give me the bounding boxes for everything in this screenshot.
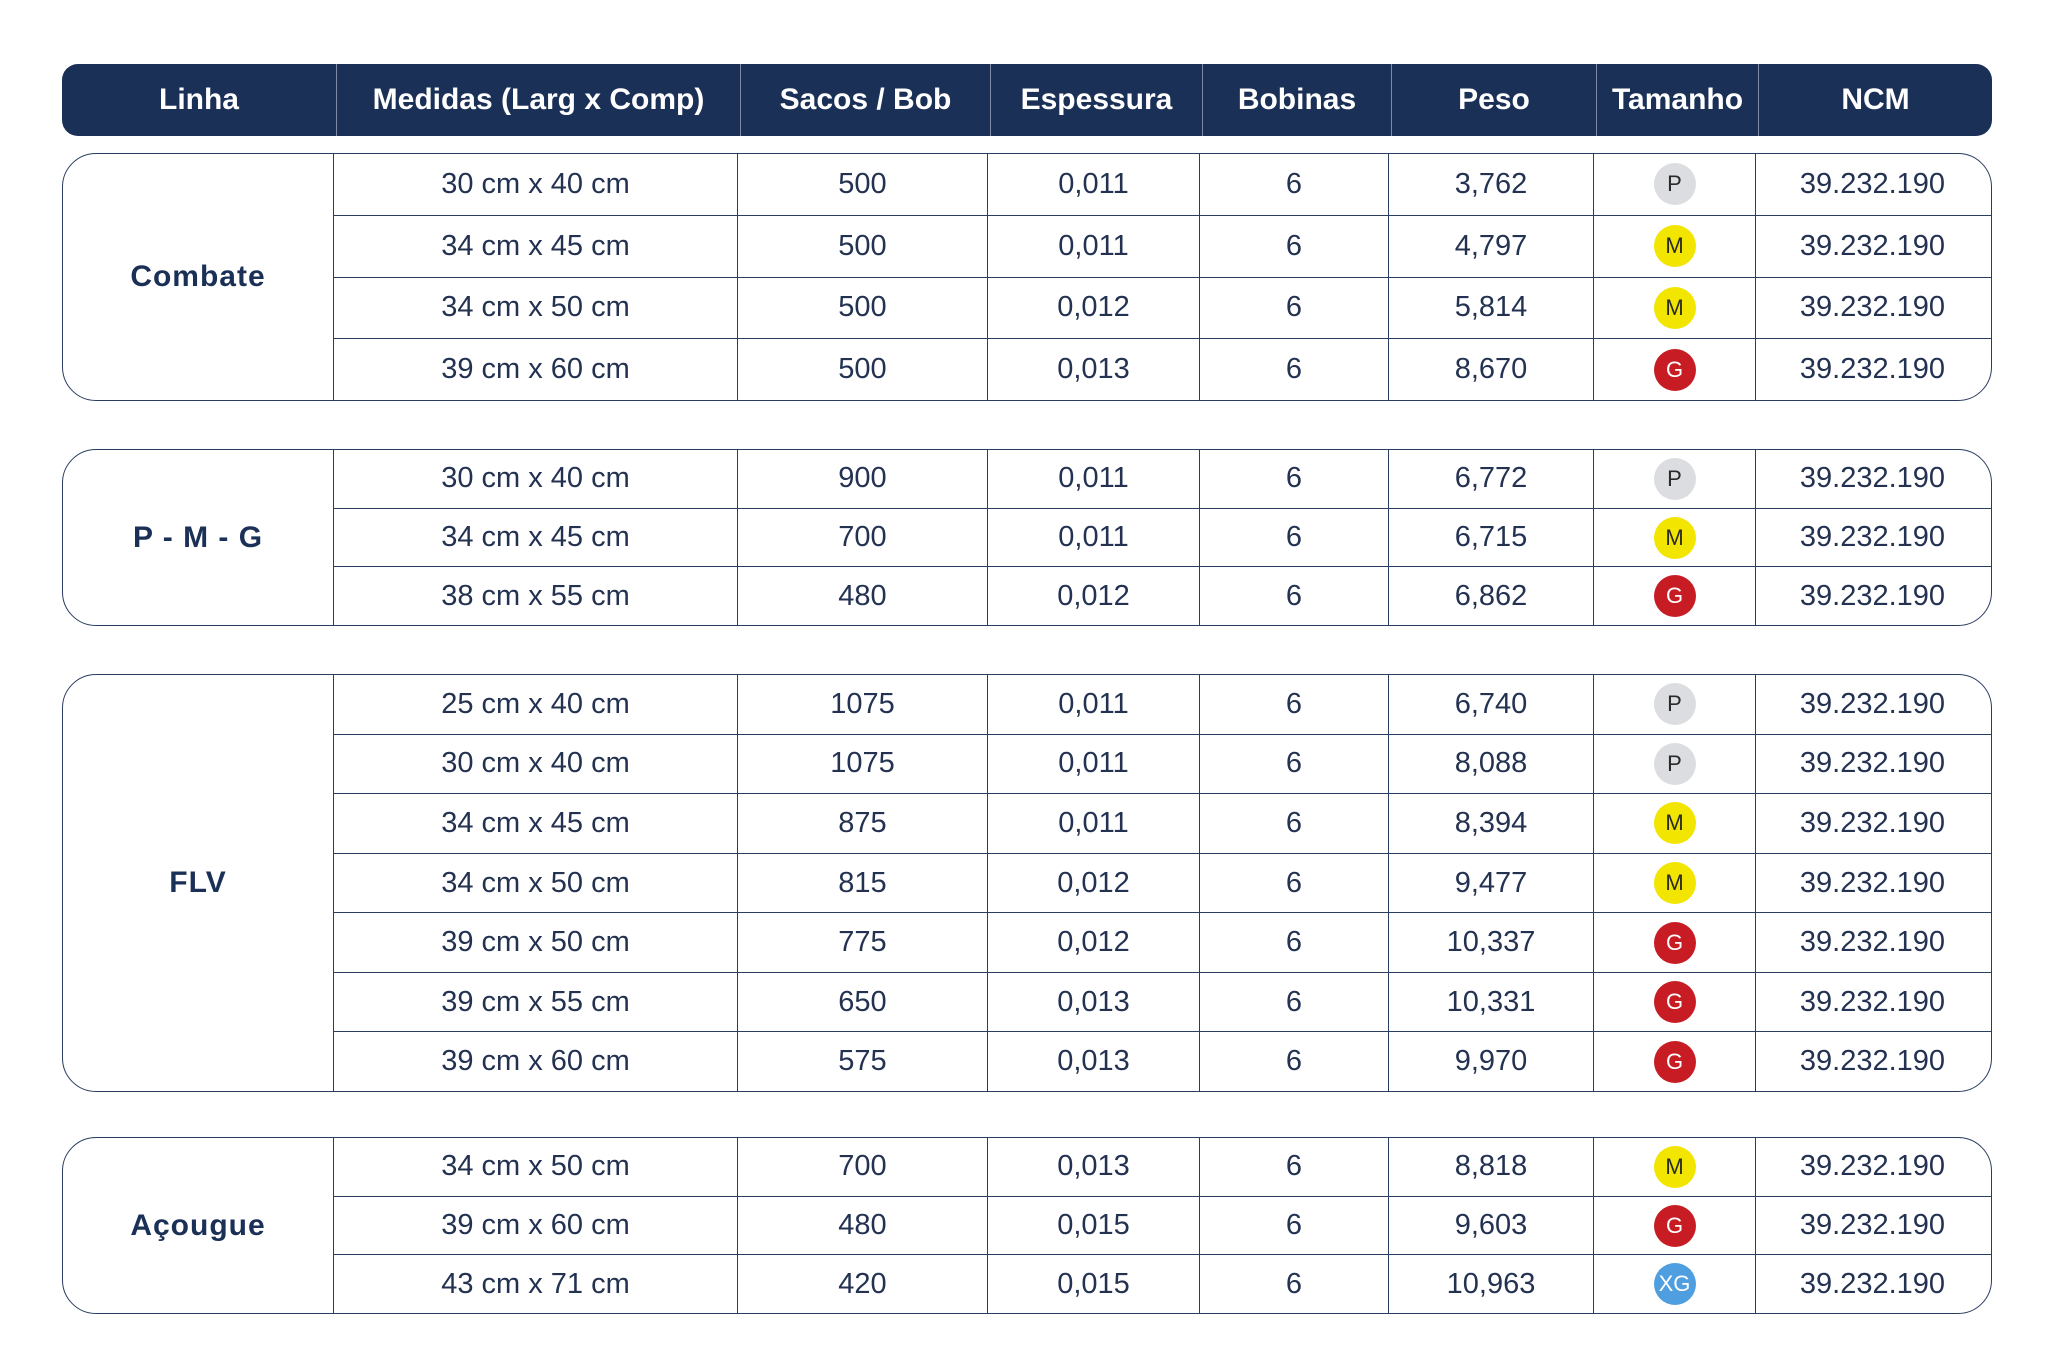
size-badge: G — [1654, 981, 1696, 1023]
tamanho-cell — [1594, 1197, 1756, 1255]
table-row — [334, 1197, 1991, 1256]
peso-cell: 6,772 — [1389, 450, 1594, 508]
tamanho-cell — [1594, 567, 1756, 625]
bobinas-cell: 6 — [1200, 509, 1389, 567]
header-espessura: Espessura — [991, 64, 1203, 136]
product-group — [62, 449, 1992, 626]
tamanho-cell — [1594, 735, 1756, 794]
size-badge: M — [1654, 862, 1696, 904]
peso-cell: 6,740 — [1389, 675, 1594, 734]
bobinas-cell: 6 — [1200, 1138, 1389, 1196]
ncm-cell: 39.232.190 — [1799, 579, 1946, 612]
bobinas-cell: 6 — [1200, 1032, 1389, 1091]
espessura-cell: 0,011 — [988, 509, 1200, 567]
espessura-cell: 0,015 — [988, 1197, 1200, 1255]
espessura-cell: 0,011 — [988, 154, 1200, 215]
bobinas-cell: 6 — [1200, 675, 1389, 734]
group-rows — [334, 675, 1991, 1091]
peso-cell: 10,331 — [1389, 973, 1594, 1032]
sacos-cell: 1075 — [738, 675, 988, 734]
tamanho-cell — [1594, 794, 1756, 853]
ncm-cell: 39.232.190 — [1799, 806, 1946, 839]
size-badge: G — [1654, 922, 1696, 964]
table-row — [334, 339, 1991, 400]
medidas-cell: 39 cm x 60 cm — [334, 339, 738, 400]
table-row — [334, 1138, 1991, 1197]
table-row — [334, 509, 1991, 568]
group-name: FLV — [63, 675, 334, 1091]
peso-cell: 8,088 — [1389, 735, 1594, 794]
espessura-cell: 0,011 — [988, 675, 1200, 734]
ncm-cell: 39.232.190 — [1799, 747, 1946, 780]
espessura-cell: 0,015 — [988, 1255, 1200, 1313]
espessura-cell: 0,012 — [988, 854, 1200, 913]
size-badge: M — [1654, 287, 1696, 329]
bobinas-cell: 6 — [1200, 973, 1389, 1032]
size-badge: M — [1654, 517, 1696, 559]
espessura-cell: 0,013 — [988, 1138, 1200, 1196]
header-linha: Linha — [62, 64, 337, 136]
table-row — [334, 278, 1991, 340]
medidas-cell: 34 cm x 45 cm — [334, 509, 738, 567]
bobinas-cell: 6 — [1200, 450, 1389, 508]
group-rows — [334, 154, 1991, 400]
tamanho-cell — [1594, 1255, 1756, 1313]
peso-cell: 9,970 — [1389, 1032, 1594, 1091]
sacos-cell: 650 — [738, 973, 988, 1032]
table-row — [334, 735, 1991, 795]
product-group — [62, 674, 1992, 1092]
peso-cell: 6,715 — [1389, 509, 1594, 567]
table-row — [334, 913, 1991, 973]
medidas-cell: 43 cm x 71 cm — [334, 1255, 738, 1313]
medidas-cell: 30 cm x 40 cm — [334, 154, 738, 215]
espessura-cell: 0,013 — [988, 1032, 1200, 1091]
table-row — [334, 675, 1991, 735]
size-badge: XG — [1654, 1263, 1696, 1305]
sacos-cell: 500 — [738, 154, 988, 215]
medidas-cell: 34 cm x 50 cm — [334, 854, 738, 913]
peso-cell: 9,603 — [1389, 1197, 1594, 1255]
sacos-cell: 500 — [738, 339, 988, 400]
peso-cell: 8,394 — [1389, 794, 1594, 853]
tamanho-cell — [1594, 278, 1756, 339]
size-badge: G — [1654, 1205, 1696, 1247]
table-row — [334, 1255, 1991, 1313]
tamanho-cell — [1594, 1032, 1756, 1091]
bobinas-cell: 6 — [1200, 1197, 1389, 1255]
tamanho-cell — [1594, 675, 1756, 734]
ncm-cell: 39.232.190 — [1799, 1209, 1946, 1241]
table-row — [334, 450, 1991, 509]
ncm-cell: 39.232.190 — [1799, 926, 1946, 959]
tamanho-cell — [1594, 339, 1756, 400]
medidas-cell: 25 cm x 40 cm — [334, 675, 738, 734]
size-badge: M — [1654, 225, 1696, 267]
bobinas-cell: 6 — [1200, 278, 1389, 339]
ncm-cell: 39.232.190 — [1799, 1150, 1946, 1183]
group-rows — [334, 450, 1991, 625]
group-name: Açougue — [63, 1138, 334, 1313]
ncm-cell: 39.232.190 — [1799, 167, 1946, 200]
table-row — [334, 973, 1991, 1033]
bobinas-cell: 6 — [1200, 794, 1389, 853]
sacos-cell: 500 — [738, 278, 988, 339]
sacos-cell: 480 — [738, 1197, 988, 1255]
size-badge: P — [1654, 163, 1696, 205]
peso-cell: 3,762 — [1389, 154, 1594, 215]
peso-cell: 5,814 — [1389, 278, 1594, 339]
medidas-cell: 34 cm x 45 cm — [334, 216, 738, 277]
table-header — [62, 64, 1992, 136]
espessura-cell: 0,012 — [988, 567, 1200, 625]
ncm-cell: 39.232.190 — [1799, 229, 1946, 262]
bobinas-cell: 6 — [1200, 154, 1389, 215]
sacos-cell: 775 — [738, 913, 988, 972]
peso-cell: 9,477 — [1389, 854, 1594, 913]
medidas-cell: 30 cm x 40 cm — [334, 450, 738, 508]
bobinas-cell: 6 — [1200, 216, 1389, 277]
sacos-cell: 875 — [738, 794, 988, 853]
espessura-cell: 0,013 — [988, 339, 1200, 400]
header-ncm: NCM — [1841, 83, 1910, 116]
sacos-cell: 1075 — [738, 735, 988, 794]
product-group — [62, 1137, 1992, 1314]
header-tamanho: Tamanho — [1597, 64, 1759, 136]
ncm-cell: 39.232.190 — [1799, 687, 1946, 720]
espessura-cell: 0,011 — [988, 216, 1200, 277]
sacos-cell: 480 — [738, 567, 988, 625]
medidas-cell: 34 cm x 50 cm — [334, 278, 738, 339]
ncm-cell: 39.232.190 — [1799, 291, 1946, 324]
peso-cell: 6,862 — [1389, 567, 1594, 625]
table-row — [334, 154, 1991, 216]
group-name: Combate — [63, 154, 334, 400]
medidas-cell: 39 cm x 55 cm — [334, 973, 738, 1032]
size-badge: P — [1654, 743, 1696, 785]
size-badge: G — [1654, 349, 1696, 391]
bobinas-cell: 6 — [1200, 1255, 1389, 1313]
peso-cell: 10,337 — [1389, 913, 1594, 972]
medidas-cell: 38 cm x 55 cm — [334, 567, 738, 625]
sacos-cell: 500 — [738, 216, 988, 277]
sacos-cell: 700 — [738, 1138, 988, 1196]
medidas-cell: 39 cm x 60 cm — [334, 1197, 738, 1255]
size-badge: G — [1654, 575, 1696, 617]
espessura-cell: 0,012 — [988, 278, 1200, 339]
medidas-cell: 39 cm x 50 cm — [334, 913, 738, 972]
medidas-cell: 30 cm x 40 cm — [334, 735, 738, 794]
bobinas-cell: 6 — [1200, 567, 1389, 625]
ncm-cell: 39.232.190 — [1799, 1045, 1946, 1078]
table-row — [334, 216, 1991, 278]
tamanho-cell — [1594, 216, 1756, 277]
espessura-cell: 0,011 — [988, 450, 1200, 508]
size-badge: M — [1654, 1146, 1696, 1188]
tamanho-cell — [1594, 509, 1756, 567]
sacos-cell: 700 — [738, 509, 988, 567]
bobinas-cell: 6 — [1200, 735, 1389, 794]
tamanho-cell — [1594, 450, 1756, 508]
ncm-cell: 39.232.190 — [1799, 1267, 1946, 1300]
medidas-cell: 34 cm x 50 cm — [334, 1138, 738, 1196]
table-row — [334, 794, 1991, 854]
size-badge: M — [1654, 802, 1696, 844]
sacos-cell: 575 — [738, 1032, 988, 1091]
ncm-cell: 39.232.190 — [1799, 353, 1946, 386]
ncm-cell: 39.232.190 — [1799, 521, 1946, 553]
espessura-cell: 0,011 — [988, 794, 1200, 853]
header-sacos: Sacos / Bob — [741, 64, 991, 136]
product-group — [62, 153, 1992, 401]
ncm-cell: 39.232.190 — [1799, 866, 1946, 899]
tamanho-cell — [1594, 913, 1756, 972]
medidas-cell: 34 cm x 45 cm — [334, 794, 738, 853]
sacos-cell: 900 — [738, 450, 988, 508]
bobinas-cell: 6 — [1200, 854, 1389, 913]
sacos-cell: 420 — [738, 1255, 988, 1313]
table-row — [334, 567, 1991, 625]
medidas-cell: 39 cm x 60 cm — [334, 1032, 738, 1091]
bobinas-cell: 6 — [1200, 913, 1389, 972]
header-peso: Peso — [1392, 64, 1597, 136]
size-badge: P — [1654, 458, 1696, 500]
tamanho-cell — [1594, 154, 1756, 215]
tamanho-cell — [1594, 854, 1756, 913]
size-badge: P — [1654, 683, 1696, 725]
ncm-cell: 39.232.190 — [1799, 985, 1946, 1018]
tamanho-cell — [1594, 973, 1756, 1032]
espessura-cell: 0,011 — [988, 735, 1200, 794]
peso-cell: 10,963 — [1389, 1255, 1594, 1313]
header-medidas: Medidas (Larg x Comp) — [337, 64, 741, 136]
table-row — [334, 854, 1991, 914]
peso-cell: 8,670 — [1389, 339, 1594, 400]
header-bobinas: Bobinas — [1203, 64, 1392, 136]
table-row — [334, 1032, 1991, 1091]
ncm-cell: 39.232.190 — [1799, 462, 1946, 495]
size-badge: G — [1654, 1041, 1696, 1083]
espessura-cell: 0,012 — [988, 913, 1200, 972]
peso-cell: 4,797 — [1389, 216, 1594, 277]
sacos-cell: 815 — [738, 854, 988, 913]
tamanho-cell — [1594, 1138, 1756, 1196]
peso-cell: 8,818 — [1389, 1138, 1594, 1196]
group-name: P - M - G — [63, 450, 334, 625]
espessura-cell: 0,013 — [988, 973, 1200, 1032]
bobinas-cell: 6 — [1200, 339, 1389, 400]
group-rows — [334, 1138, 1991, 1313]
